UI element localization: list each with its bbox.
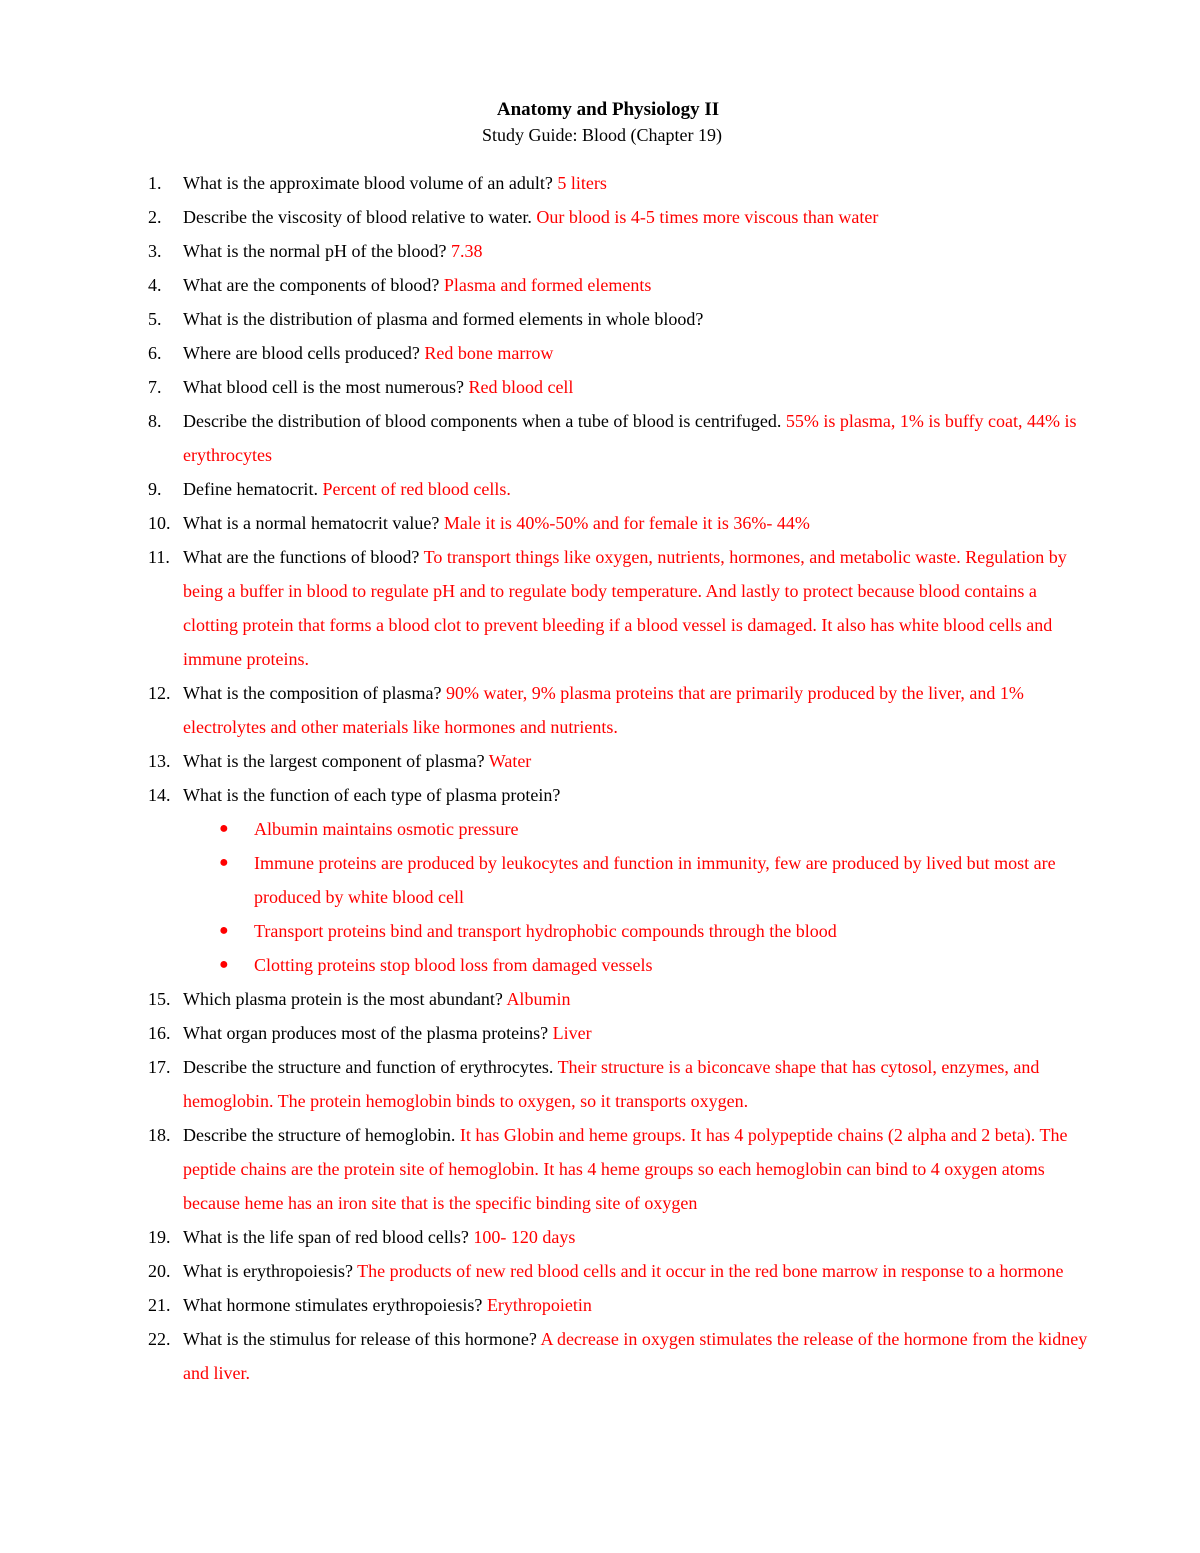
answer-text: 5 liters <box>557 173 607 193</box>
question-number: 18. <box>148 1125 171 1145</box>
answer-text: Red blood cell <box>468 377 574 397</box>
question-text: Define hematocrit. <box>183 479 318 499</box>
question-text: What is a normal hematocrit value? <box>183 513 440 533</box>
document-subtitle: Study Guide: Blood (Chapter 19) <box>482 125 722 145</box>
answer-text: 7.38 <box>450 241 483 261</box>
bullet-icon: ● <box>219 956 229 973</box>
question-number: 17. <box>148 1057 171 1077</box>
question-text: Where are blood cells produced? <box>183 343 420 363</box>
question-item <box>0 336 1088 370</box>
bullet-text: Transport proteins bind and transport hydrophobic compounds through the blood <box>254 921 837 941</box>
question-text: What blood cell is the most numerous? <box>183 377 464 397</box>
bullet-item <box>183 812 1088 846</box>
question-item <box>0 744 1088 778</box>
question-number: 15. <box>148 989 171 1009</box>
question-text: What is the distribution of plasma and formed elements in whole blood? <box>183 309 704 329</box>
answer-text: Male it is 40%-50% and for female it is 36%- 44% <box>443 513 810 533</box>
question-text: What is erythropoiesis? <box>183 1261 353 1281</box>
answer-text: Water <box>488 751 532 771</box>
bullet-item <box>183 846 1088 914</box>
question-text: What is the normal pH of the blood? <box>183 241 447 261</box>
question-text: Describe the viscosity of blood relative to water. <box>183 207 532 227</box>
question-text: What are the functions of blood? <box>183 547 420 567</box>
answer-text: Albumin <box>506 989 571 1009</box>
question-number: 11. <box>148 547 170 567</box>
question-number: 22. <box>148 1329 171 1349</box>
question-text: What organ produces most of the plasma proteins? <box>183 1023 549 1043</box>
answer-text: Erythropoietin <box>486 1295 592 1315</box>
question-text: What is the life span of red blood cells? <box>183 1227 469 1247</box>
answer-text: It has Globin and heme groups. It has 4 polypeptide chains (2 alpha and 2 beta). The peptide chains are the protein site of hemoglobin. It has 4 heme groups so each hemoglobin can bind to 4 oxygen atoms because heme has an iron site that is the specific binding site of oxygen <box>183 1125 1068 1213</box>
answer-text: A decrease in oxygen stimulates the release of the hormone from the kidney and liver. <box>183 1329 1088 1383</box>
question-number: 9. <box>148 479 162 499</box>
plasma-protein-list <box>183 812 1088 982</box>
question-number: 6. <box>148 343 162 363</box>
question-number: 14. <box>148 785 171 805</box>
bullet-text: Albumin maintains osmotic pressure <box>254 819 519 839</box>
question-number: 19. <box>148 1227 171 1247</box>
question-number: 21. <box>148 1295 171 1315</box>
bullet-text: Immune proteins are produced by leukocytes and function in immunity, few are produced by lived but most are produced by white blood cell <box>254 853 1056 907</box>
answer-text: Percent of red blood cells. <box>322 479 511 499</box>
question-text: Which plasma protein is the most abundant? <box>183 989 503 1009</box>
question-item <box>0 1288 1088 1322</box>
question-number: 3. <box>148 241 162 261</box>
question-item <box>0 1118 1088 1220</box>
question-item <box>0 404 1088 472</box>
question-text: What is the composition of plasma? <box>183 683 442 703</box>
question-item <box>0 1322 1088 1390</box>
question-number: 13. <box>148 751 171 771</box>
question-number: 12. <box>148 683 171 703</box>
answer-text: 55% is plasma, 1% is buffy coat, 44% is erythrocytes <box>183 411 1077 465</box>
question-item <box>0 540 1088 676</box>
answer-text: To transport things like oxygen, nutrients, hormones, and metabolic waste. Regulation by being a buffer in blood to regulate pH and to regulate body temperature. And lastly to protect because blood contains a clotting protein that forms a blood clot to prevent bleeding if a blood vessel is damaged. It also has white blood cells and immune proteins. <box>183 547 1067 669</box>
question-text: What is the stimulus for release of this hormone? <box>183 1329 537 1349</box>
question-number: 10. <box>148 513 171 533</box>
question-text: What is the function of each type of plasma protein? <box>183 785 561 805</box>
question-item <box>0 268 1088 302</box>
question-item <box>0 1254 1088 1288</box>
question-number: 20. <box>148 1261 171 1281</box>
question-text: Describe the structure of hemoglobin. <box>183 1125 456 1145</box>
answer-text: 90% water, 9% plasma proteins that are primarily produced by the liver, and 1% electrolytes and other materials like hormones and nutrients. <box>183 683 1024 737</box>
question-item <box>0 1016 1088 1050</box>
answer-text: Our blood is 4-5 times more viscous than water <box>536 207 879 227</box>
question-item <box>0 1050 1088 1118</box>
question-text: Describe the structure and function of erythrocytes. <box>183 1057 554 1077</box>
question-text: What are the components of blood? <box>183 275 440 295</box>
question-list <box>0 166 1200 1390</box>
answer-text: The products of new red blood cells and it occur in the red bone marrow in response to a hormone <box>357 1261 1064 1281</box>
bullet-icon: ● <box>219 922 229 939</box>
bullet-item <box>183 914 1088 948</box>
question-item <box>0 200 1088 234</box>
answer-text: Plasma and formed elements <box>443 275 652 295</box>
question-item <box>0 166 1088 200</box>
question-item <box>0 370 1088 404</box>
bullet-item <box>183 948 1088 982</box>
document-title: Anatomy and Physiology II <box>496 99 720 120</box>
bullet-text: Clotting proteins stop blood loss from damaged vessels <box>254 955 653 975</box>
question-item <box>0 234 1088 268</box>
question-number: 5. <box>148 309 162 329</box>
question-number: 8. <box>148 411 162 431</box>
question-number: 4. <box>148 275 162 295</box>
answer-text: Red bone marrow <box>424 343 554 363</box>
question-item <box>0 1220 1088 1254</box>
question-item <box>0 506 1088 540</box>
answer-text: Their structure is a biconcave shape that has cytosol, enzymes, and hemoglobin. The protein hemoglobin binds to oxygen, so it transports oxygen. <box>183 1057 1040 1111</box>
question-number: 7. <box>148 377 162 397</box>
bullet-icon: ● <box>219 854 229 871</box>
question-item <box>0 676 1088 744</box>
question-text: What is the approximate blood volume of an adult? <box>183 173 553 193</box>
question-text: Describe the distribution of blood components when a tube of blood is centrifuged. <box>183 411 782 431</box>
answer-text: 100- 120 days <box>473 1227 576 1247</box>
answer-text: Liver <box>552 1023 592 1043</box>
question-item <box>0 982 1088 1016</box>
question-number: 1. <box>148 173 162 193</box>
question-item <box>0 472 1088 506</box>
question-item <box>0 778 1088 982</box>
question-number: 16. <box>148 1023 171 1043</box>
bullet-icon: ● <box>219 820 229 837</box>
question-text: What hormone stimulates erythropoiesis? <box>183 1295 483 1315</box>
question-number: 2. <box>148 207 162 227</box>
question-item <box>0 302 1088 336</box>
question-text: What is the largest component of plasma? <box>183 751 485 771</box>
